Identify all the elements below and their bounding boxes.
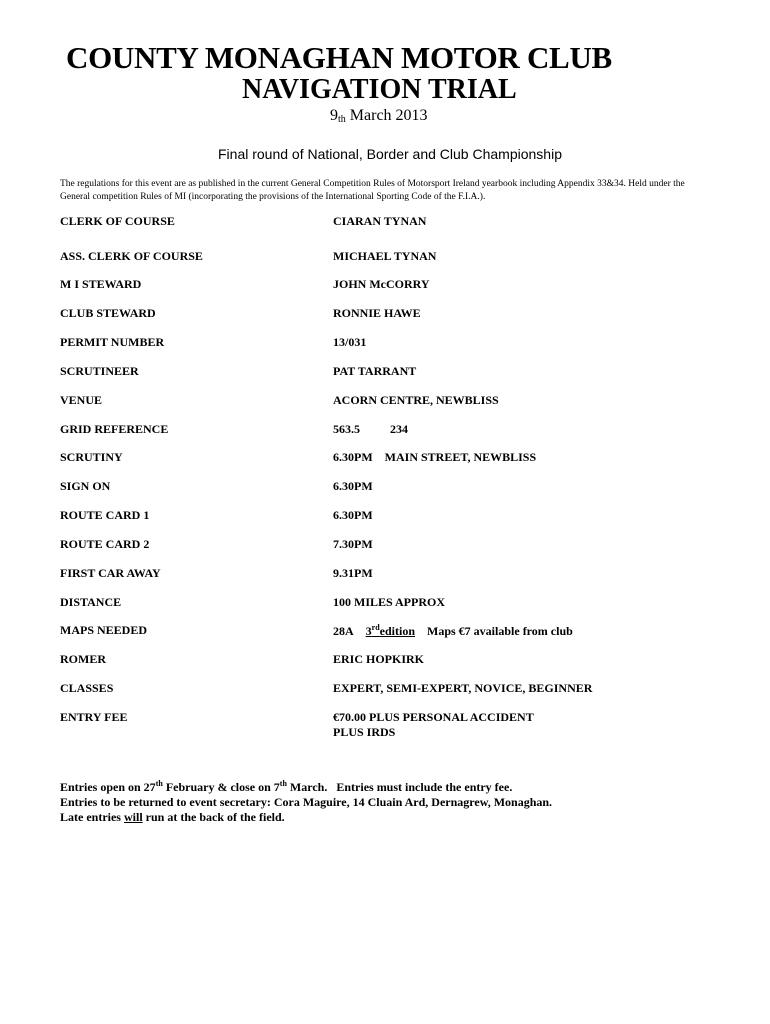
row-label: ENTRY FEE — [60, 710, 128, 724]
row-label: ASS. CLERK OF COURSE — [60, 249, 203, 263]
championship-round: Final round of National, Border and Club Championship — [218, 146, 562, 162]
row-value: CIARAN TYNAN — [333, 214, 427, 228]
edition-suffix: rd — [371, 623, 380, 632]
maps-value — [333, 623, 573, 639]
entries-open-text: Entries open on 27 — [60, 780, 156, 794]
document-subtitle: NAVIGATION TRIAL — [242, 74, 517, 105]
row-label: VENUE — [60, 393, 103, 407]
row-label: CLUB STEWARD — [60, 306, 156, 320]
row-label: M I STEWARD — [60, 277, 142, 291]
entries-line-3 — [60, 810, 552, 825]
row-label: CLERK OF COURSE — [60, 214, 175, 228]
maps-availability: Maps €7 available from club — [427, 624, 573, 638]
row-value: 6.30PM — [333, 508, 373, 522]
entries-notice — [60, 780, 552, 825]
row-value: 13/031 — [333, 335, 367, 349]
row-value: 6.30PM — [333, 479, 373, 493]
edition-number: 3 — [365, 624, 372, 638]
ordinal-suffix: th — [155, 779, 163, 788]
date-rest: March 2013 — [349, 107, 428, 124]
ordinal-suffix: th — [279, 779, 287, 788]
late-entries-rest: run at the back of the field. — [142, 810, 285, 824]
map-edition — [366, 624, 415, 638]
row-label: SIGN ON — [60, 479, 111, 493]
entries-fee-text: March. Entries must include the entry fee. — [286, 780, 513, 794]
row-label: PERMIT NUMBER — [60, 335, 165, 349]
entry-fee-line2: PLUS IRDS — [333, 725, 396, 739]
row-label: ROUTE CARD 2 — [60, 537, 150, 551]
row-label: MAPS NEEDED — [60, 623, 148, 637]
row-value: PAT TARRANT — [333, 364, 417, 378]
entries-line-2: Entries to be returned to event secretary: Cora Maguire, 14 Cluain Ard, Dernagrew, Monaghan. — [60, 795, 553, 809]
row-label: GRID REFERENCE — [60, 422, 169, 436]
row-value: JOHN McCORRY — [333, 277, 430, 291]
row-value: 6.30PM MAIN STREET, NEWBLISS — [333, 450, 537, 464]
row-value: EXPERT, SEMI-EXPERT, NOVICE, BEGINNER — [333, 681, 593, 695]
row-label: ROMER — [60, 652, 106, 666]
row-label: SCRUTINEER — [60, 364, 139, 378]
row-value: 100 MILES APPROX — [333, 595, 446, 609]
row-label: SCRUTINY — [60, 450, 123, 464]
row-value: 7.30PM — [333, 537, 373, 551]
row-value: MICHAEL TYNAN — [333, 249, 437, 263]
document-title: COUNTY MONAGHAN MOTOR CLUB — [66, 40, 612, 75]
edition-word: edition — [379, 624, 416, 638]
event-date — [330, 107, 428, 125]
row-value: RONNIE HAWE — [333, 306, 421, 320]
regulations-text: The regulations for this event are as published in the current General Competition Rules of Motorsport Ireland yearbook including Appendix 33&34. Held under the General competition Rules of MI (incorporating the provisions of the International Sporting Code of the F.I.A.). — [60, 179, 685, 202]
row-label: DISTANCE — [60, 595, 122, 609]
entry-fee-value — [333, 710, 534, 740]
row-value: 563.5 234 — [333, 422, 408, 436]
row-value: ACORN CENTRE, NEWBLISS — [333, 393, 499, 407]
date-day: 9 — [330, 107, 338, 124]
entries-close-text: February & close on 7 — [162, 780, 280, 794]
date-suffix: th — [338, 114, 346, 125]
row-label: CLASSES — [60, 681, 114, 695]
row-value: ERIC HOPKIRK — [333, 652, 425, 666]
map-sheet: 28A — [333, 624, 354, 638]
late-entries-emphasis: will — [123, 810, 143, 824]
entry-fee-line1: €70.00 PLUS PERSONAL ACCIDENT — [333, 710, 534, 724]
row-label: FIRST CAR AWAY — [60, 566, 161, 580]
entries-line-1 — [60, 780, 552, 795]
late-entries-text: Late entries — [60, 810, 124, 824]
row-label: ROUTE CARD 1 — [60, 508, 150, 522]
row-value: 9.31PM — [333, 566, 373, 580]
